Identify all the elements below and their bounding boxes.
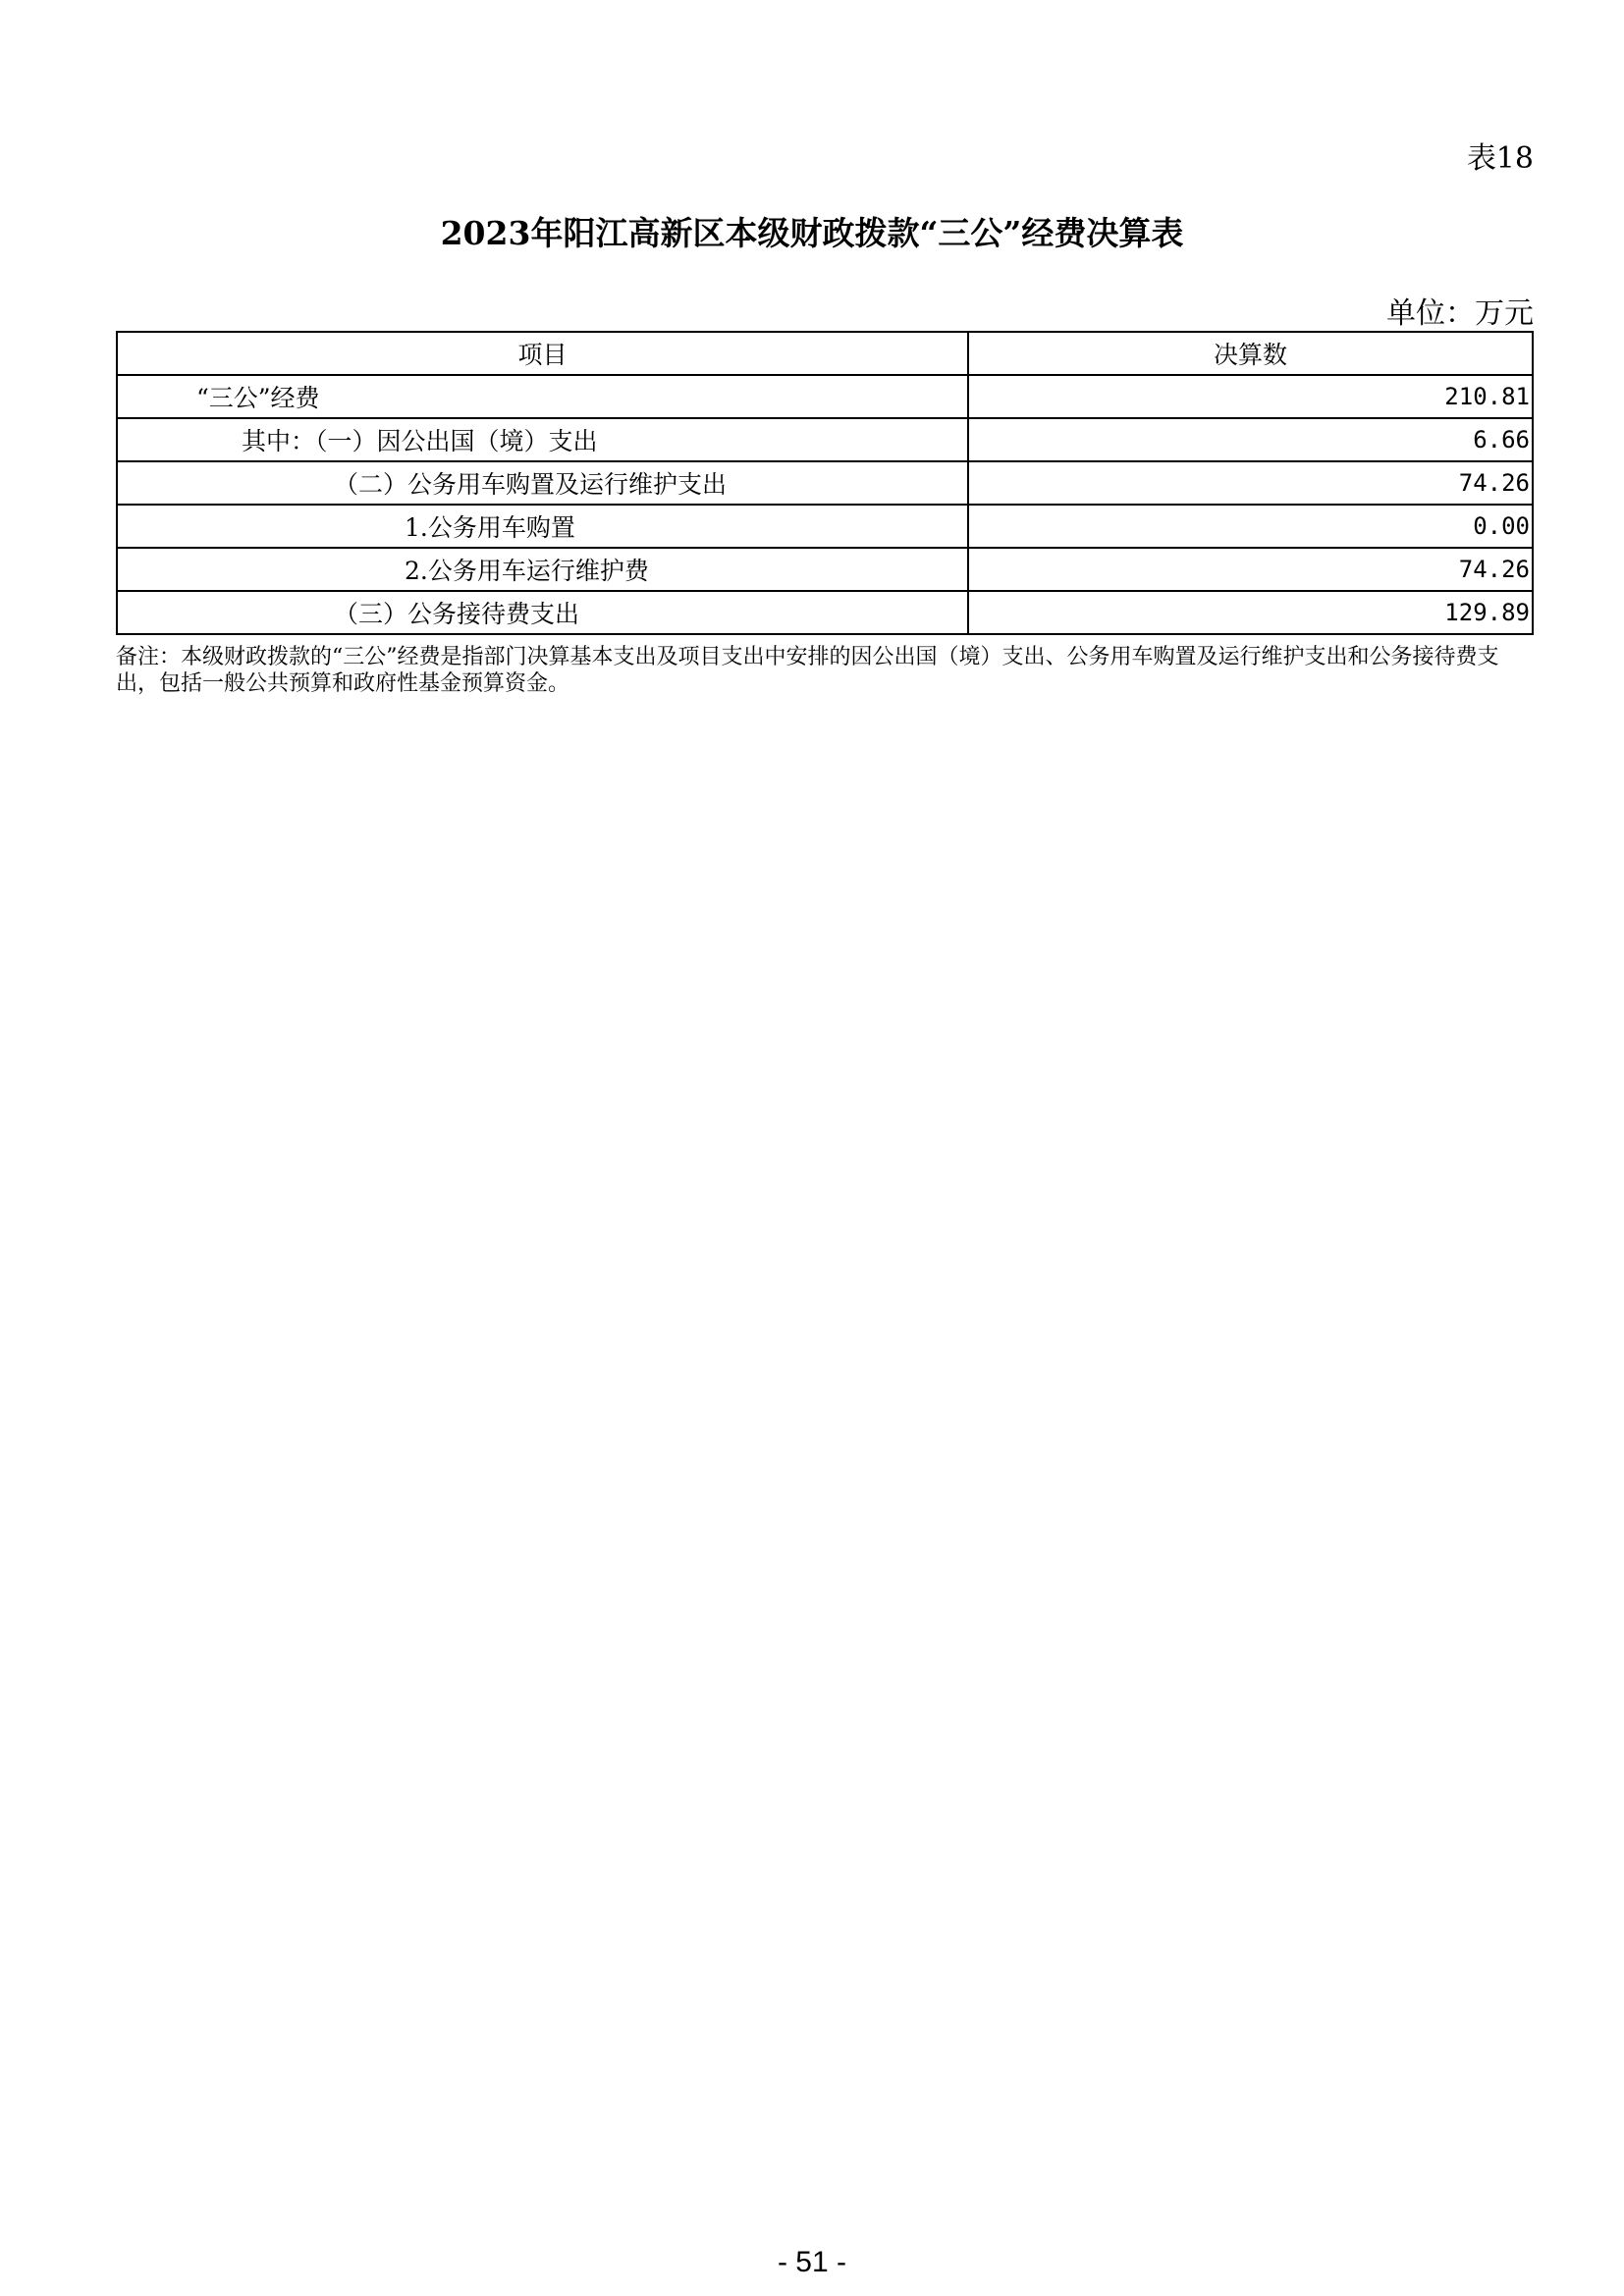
- page-title: 2023年阳江高新区本级财政拨款“三公”经费决算表: [440, 214, 1184, 252]
- table-number: 表18: [1466, 141, 1534, 176]
- table-row: [117, 591, 1533, 634]
- header-item: 项目: [117, 332, 968, 375]
- row-value: 210.81: [968, 375, 1533, 418]
- table-row: [117, 418, 1533, 461]
- row-label: 2.公务用车运行维护费: [117, 548, 968, 591]
- expense-table: [116, 331, 1534, 635]
- row-value: 129.89: [968, 591, 1533, 634]
- table-row: [117, 461, 1533, 505]
- footnote: 备注：本级财政拨款的“三公”经费是指部门决算基本支出及项目支出中安排的因公出国（境）支出、公务用车购置及运行维护支出和公务接待费支出，包括一般公共预算和政府性基金预算资金。: [116, 645, 1499, 696]
- table-row: [117, 548, 1533, 591]
- unit-label: 单位：万元: [1386, 296, 1534, 331]
- table-row: [117, 505, 1533, 548]
- page-number: - 51 -: [777, 2246, 847, 2278]
- row-value: 6.66: [968, 418, 1533, 461]
- table-header: [117, 332, 1533, 375]
- row-label: （二）公务用车购置及运行维护支出: [117, 461, 968, 505]
- row-label: （三）公务接待费支出: [117, 591, 968, 634]
- row-value: 74.26: [968, 548, 1533, 591]
- row-value: 74.26: [968, 461, 1533, 505]
- header-amount: 决算数: [968, 332, 1533, 375]
- table-row: [117, 375, 1533, 418]
- row-value: 0.00: [968, 505, 1533, 548]
- row-label: 1.公务用车购置: [117, 505, 968, 548]
- row-label: 其中：（一）因公出国（境）支出: [117, 418, 968, 461]
- row-label: “三公”经费: [117, 375, 968, 418]
